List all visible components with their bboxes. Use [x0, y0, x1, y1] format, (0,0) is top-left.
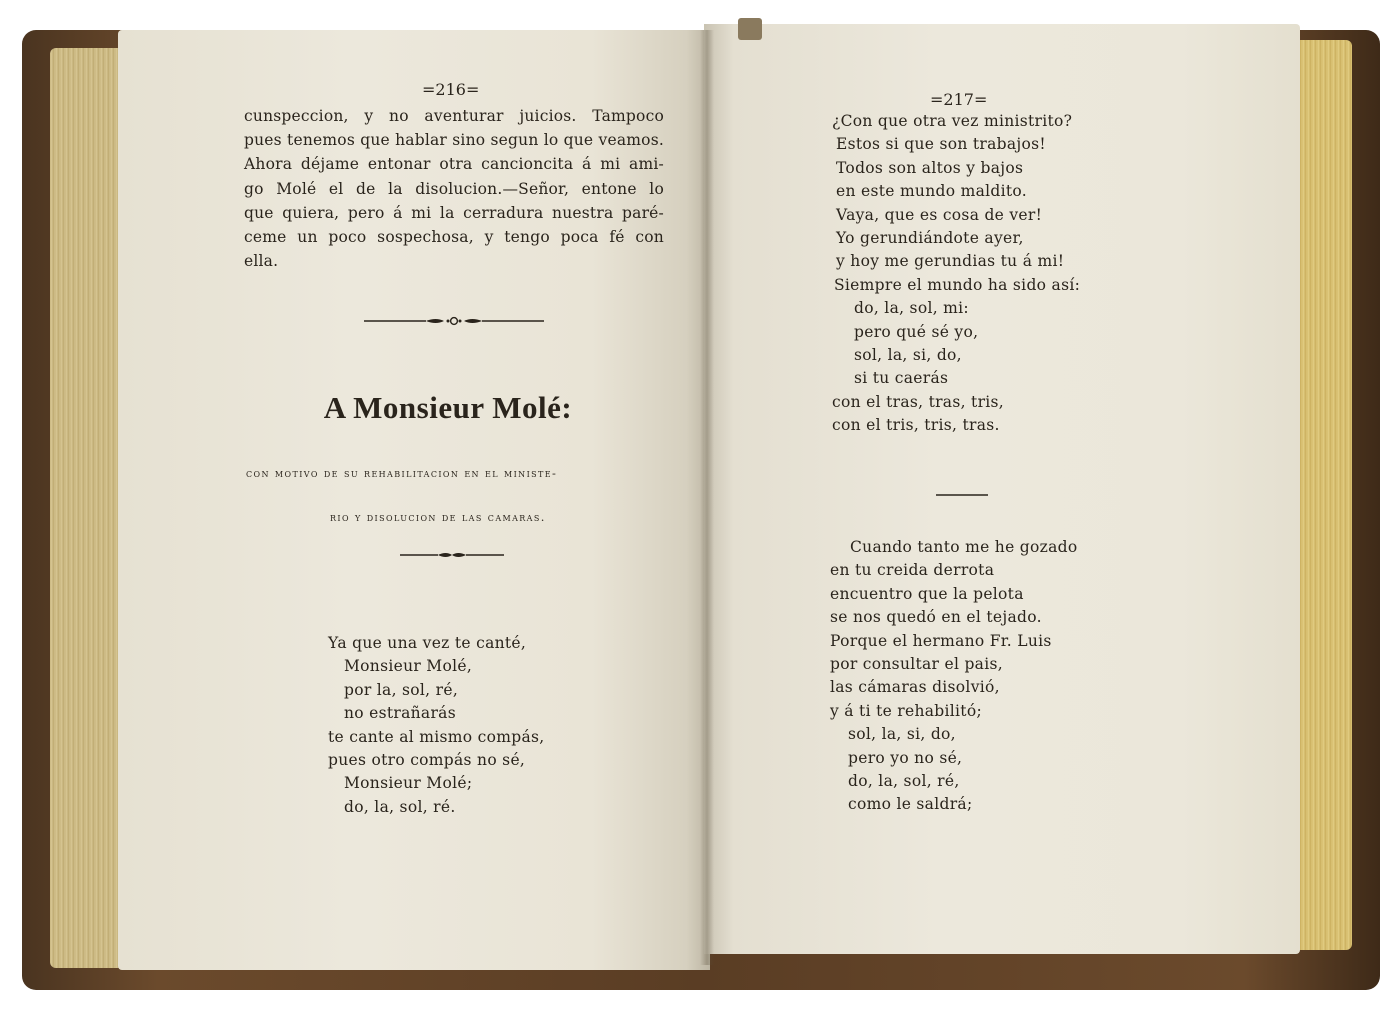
- verse-line: Monsieur Molé,: [344, 657, 473, 676]
- page-edges-right: [1292, 40, 1352, 950]
- verse-line: las cámaras disolvió,: [830, 678, 1000, 697]
- verse-line: Todos son altos y bajos: [836, 158, 1024, 177]
- verse-line: te cante al mismo compás,: [328, 727, 545, 746]
- section-divider: [936, 490, 988, 500]
- prose-line: ceme un poco sospechosa, y tengo poca fé con: [244, 228, 664, 247]
- verse-line: Monsieur Molé;: [344, 774, 473, 793]
- verse-line: encuentro que la pelota: [830, 584, 1024, 603]
- verse-line: si tu caerás: [854, 369, 949, 388]
- verse-line: en tu creida derrota: [830, 561, 995, 580]
- verse-line: y hoy me gerundias tu á mi!: [836, 252, 1065, 271]
- verse-line: con el tras, tras, tris,: [832, 392, 1005, 411]
- verse-line: en este mundo maldito.: [836, 182, 1027, 201]
- verse-line: sol, la, si, do,: [848, 725, 956, 744]
- verse-line: Porque el hermano Fr. Luis: [830, 631, 1052, 650]
- verse-line: pero qué sé yo,: [854, 322, 979, 341]
- verse-line: do, la, sol, mi:: [854, 299, 969, 318]
- verse-line: do, la, sol, ré.: [344, 797, 456, 816]
- verse-line: sol, la, si, do,: [854, 346, 962, 365]
- ornament-rule-top: [364, 316, 544, 326]
- right-verse-1: [832, 110, 1080, 438]
- page-number-216: =216=: [422, 80, 480, 99]
- verse-line: Siempre el mundo ha sido así:: [834, 275, 1081, 294]
- verse-line: pues otro compás no sé,: [328, 751, 526, 770]
- poem-subtitle-line-2: rio y disolucion de las camaras.: [330, 510, 546, 524]
- left-prose: [244, 104, 664, 273]
- prose-line: que quiera, pero á mi la cerradura nuestra paré-: [244, 203, 664, 222]
- right-verse-2: [830, 536, 1077, 817]
- left-page: [118, 30, 710, 970]
- right-page: [704, 24, 1300, 954]
- verse-line: se nos quedó en el tejado.: [830, 608, 1042, 627]
- ornament-rule-small: [400, 550, 504, 560]
- verse-line: ¿Con que otra vez ministrito?: [832, 112, 1073, 130]
- verse-line: Yo gerundiándote ayer,: [836, 229, 1024, 248]
- verse-line: con el tris, tris, tras.: [832, 416, 1000, 435]
- verse-line: y á ti te rehabilitó;: [830, 701, 982, 720]
- prose-line: pues tenemos que hablar sino segun lo que veamos.: [244, 131, 664, 150]
- verse-line: Cuando tanto me he gozado: [850, 538, 1078, 556]
- book-gutter: [700, 30, 714, 965]
- verse-line: por la, sol, ré,: [344, 680, 459, 699]
- verse-line: Vaya, que es cosa de ver!: [836, 205, 1043, 224]
- prose-line: cunspeccion, y no aventurar juicios. Tampoco: [244, 107, 664, 125]
- verse-line: pero yo no sé,: [848, 748, 963, 767]
- verse-line: no estrañarás: [344, 704, 456, 723]
- verse-line: Ya que una vez te canté,: [328, 634, 527, 652]
- prose-line: ella.: [244, 252, 279, 271]
- verse-line: por consultar el pais,: [830, 655, 1003, 674]
- poem-subtitle-line-1: con motivo de su rehabilitacion en el ministe-: [246, 466, 558, 480]
- prose-line: go Molé el de la disolucion.—Señor, entone lo: [244, 179, 664, 198]
- poem-title: A Monsieur Molé:: [323, 390, 573, 425]
- binding-stitch: [738, 18, 762, 40]
- page-number-217: =217=: [930, 90, 988, 109]
- verse-line: Estos si que son trabajos!: [836, 135, 1046, 154]
- verse-line: do, la, sol, ré,: [848, 772, 960, 791]
- verse-line: como le saldrá;: [848, 795, 973, 814]
- left-verse: [328, 632, 545, 819]
- prose-line: Ahora déjame entonar otra cancioncita á mi ami-: [244, 155, 664, 174]
